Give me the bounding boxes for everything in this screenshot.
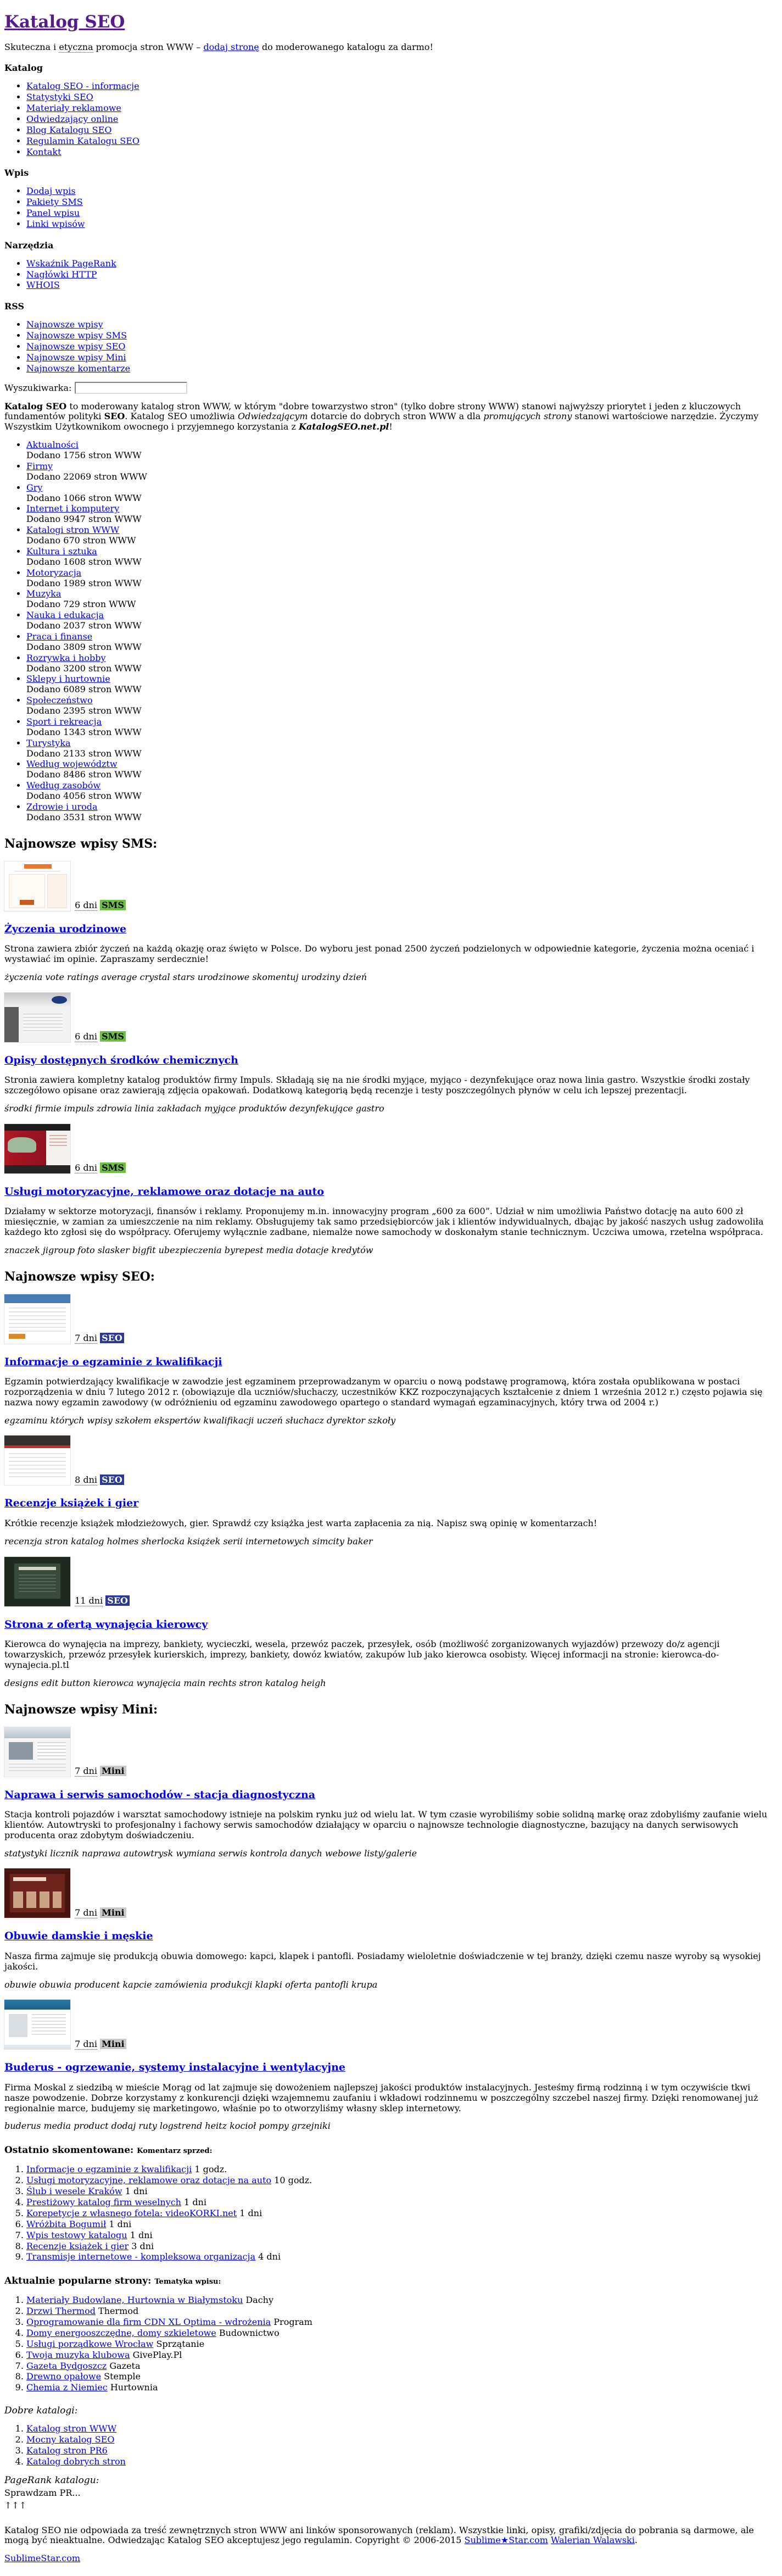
entry-mini-1 [4,1727,778,1859]
section-heading-seo: Najnowsze wpisy SEO: [4,1269,155,1284]
footer-site [4,2553,778,2564]
commented-age: 1 dni [184,2197,206,2208]
nav-section-wpis-heading: Wpis [4,168,29,179]
popular-item [26,2328,778,2339]
mini-badge: Mini [100,1907,126,1918]
entry-tags: obuwie obuwia producent kapcie zamówienia produkcji klapki oferta pantofli krupa [4,1979,378,1990]
about-text: dotarcie do dobrych stron WWW a dla [308,411,484,422]
popular-heading [4,2275,778,2286]
seo-badge: SEO [100,1475,124,1485]
zyczeniomania-website-thumbnail[interactable] [4,861,70,911]
etyczna-abbr: etyczna [59,41,93,52]
category-item [26,610,778,631]
popular-link[interactable]: Oprogramowanie dla firm CDN XL Optima - wdrożenia [26,2317,271,2328]
category-link[interactable]: Zdrowie i uroda [26,801,98,812]
category-link[interactable]: Nauka i edukacja [26,610,104,621]
entry-thumb-line [4,993,778,1042]
catalog-link[interactable]: Katalog dobrych stron [26,2456,126,2467]
category-item [26,696,778,716]
catalog-item [26,2435,778,2445]
entry-mini-2 [4,1868,778,1990]
commented-item [26,2208,778,2219]
popular-link[interactable]: Gazeta Bydgoszcz [26,2360,107,2371]
category-count: Dodano 3200 stron WWW [26,663,142,674]
footer-disclaimer [4,2525,778,2546]
entry-tags: egzaminu których wpisy szkołem ekspertów kwalifikacji uczeń słuchacz dyrektor szkoły [4,1415,396,1426]
popular-item [26,2317,778,2328]
popular-topic: GivePlay.Pl [132,2349,182,2360]
catalog-item [26,2424,778,2434]
entry-seo-2 [4,1436,778,1546]
popular-link[interactable]: Usługi porządkowe Wrocław [26,2338,154,2349]
commented-heading [4,2145,778,2156]
category-count: Dodano 9947 stron WWW [26,514,142,525]
nav-list-narzedzia [4,259,778,291]
entry-title-link[interactable]: Strona z ofertą wynajęcia kierowcy [4,1618,208,1631]
popular-topic: Hurtownia [110,2382,158,2393]
list-item [26,186,778,197]
popular-item [26,2295,778,2306]
nav-link[interactable]: Katalog SEO - informacje [26,81,139,92]
nav-link[interactable]: Nagłówki HTTP [26,269,97,280]
entry-title-link[interactable]: Naprawa i serwis samochodów - stacja diagnostyczna [4,1788,316,1801]
category-link[interactable]: Społeczeństwo [26,695,93,706]
popular-topic: Thermod [98,2306,139,2317]
category-link[interactable]: Kultura i sztuka [26,546,97,557]
entry-title [4,1356,778,1368]
kierowca-website-thumbnail[interactable] [4,1557,70,1606]
catalog-item [26,2457,778,2467]
commented-age: 1 dni [125,2186,148,2197]
entry-description: Kierowca do wynajęcia na imprezy, bankiety, wycieczki, wesela, przewóz paczek, przesyłek, osób (możliwość zorganizowanych wyjazdów) przewozy do/z agencji towarzyskich, przewóz przesyłek kurierskich, imprezy, bankiety, dowóz kwiatów, zakupów lub jako kierowca osobisty. Więcej informacji na stronie: kierowca-do-wynajecia.pl.tl [4,1639,720,1670]
about-text: ! [389,421,393,432]
popular-link[interactable]: Domy energooszczędne, domy szkieletowe [26,2327,216,2338]
pagerank-block [4,2475,778,2511]
category-link[interactable]: Muzyka [26,588,62,599]
popular-item [26,2372,778,2382]
commented-age: 1 dni [239,2207,262,2218]
commented-link[interactable]: Wpis testowy katalogu [26,2229,127,2240]
entry-description: Działamy w sektorze motoryzacji, finansów i reklamy. Proponujemy m.in. innowacyjny program „600 za 600”. Udział w nim umożliwia Państwo dotację na auto 600 zł miesięcznie, w zamian za umieszczenie na nim reklamy. Obsługujemy tak samo przedsiębiorców jak i klientów indywidualnych, dbając by jakość naszych usług zadowoliła każdego kto zgłosi się do współpracy. Oferujemy wyłącznie zadbane, niemalże nowe samochody w doskonałym stanie technicznym. Uczciwa umowa, rzetelna współpraca. [4,1206,764,1237]
add-site-link[interactable]: dodaj stronę [203,41,259,52]
popular-item [26,2383,778,2393]
list-item [26,270,778,280]
category-link[interactable]: Aktualności [26,439,79,450]
category-link[interactable]: Według województw [26,759,118,770]
list-item [26,353,778,363]
commented-item [26,2165,778,2175]
popular-link[interactable]: Drzwi Thermod [26,2306,96,2317]
commented-link[interactable]: Usługi motoryzacyjne, reklamowe oraz dotacje na auto [26,2175,272,2186]
category-count: Dodano 1343 stron WWW [26,726,142,737]
category-count: Dodano 2037 stron WWW [26,620,142,631]
footer-text: . [634,2535,638,2546]
category-count: Dodano 2395 stron WWW [26,705,142,716]
commented-item [26,2197,778,2208]
good-catalogs-heading: Dobre katalogi: [4,2405,78,2417]
commented-item [26,2186,778,2197]
entry-age: 7 dni [75,1332,98,1343]
entry-thumb-line [4,1294,778,1344]
nav-link[interactable]: Panel wpisu [26,208,80,219]
catalog-link[interactable]: Katalog stron PR6 [26,2445,108,2456]
entry-description: Egzamin potwierdzający kwalifikacje w zawodzie jest egzaminem przeprowadzanym w oparciu o nową podstawę programową, która została opublikowana w postaci rozporządzenia w dniu 7 lutego 2012 r. (obowiązuje dla uczniów/słuchaczy, uczestników KKZ rozpoczynających kształcenie z dniem 1 września 2012 r.) często pojawia się nazwa nowy egzamin zawodowy (w odróżnieniu od egzaminu zawodowego opartego o standard wymagań egzaminacyjnych, który trwa od 2004 r.) [4,1376,763,1407]
entry-title [4,2061,778,2073]
category-count: Dodano 3531 stron WWW [26,811,142,822]
intro-text: Skuteczna i [4,41,59,52]
popular-list [4,2295,778,2393]
list-item [26,147,778,158]
popular-link[interactable]: Chemia z Niemiec [26,2382,108,2393]
nav-link[interactable]: Blog Katalogu SEO [26,124,112,135]
category-link[interactable]: Motoryzacja [26,567,82,578]
commented-item [26,2241,778,2252]
commented-age: 3 dni [131,2240,154,2251]
commented-heading-text: Ostatnio skomentowane: [4,2145,134,2156]
section-heading-sms: Najnowsze wpisy SMS: [4,836,158,851]
entry-thumb-line [4,1436,778,1485]
list-item [26,125,778,136]
obuwie-website-thumbnail[interactable] [4,1868,70,1918]
buderus-website-thumbnail[interactable] [4,2000,70,2049]
popular-topic: Program [273,2317,312,2328]
list-item [26,197,778,208]
category-item [26,632,778,653]
popular-topic: Dachy [245,2295,274,2306]
nav-link[interactable]: Statystyki SEO [26,92,93,103]
nav-section-rss-heading: RSS [4,301,25,312]
commented-age: 4 dni [258,2251,281,2262]
entry-title-link[interactable]: Obuwie damskie i męskie [4,1930,153,1943]
category-count: Dodano 6089 stron WWW [26,684,142,695]
popular-heading-text: Aktualnie popularne strony: [4,2275,152,2287]
about-text: to moderowany katalog stron WWW, w którym "dobre towarzystwo stron" (tylko dobre strony WWW) stanowi najwyższy priorytet i jeden z kluczowych fundamentów polityki [4,400,741,422]
nav-link[interactable]: Najnowsze wpisy Mini [26,352,126,363]
about-paragraph [4,402,778,433]
category-count: Dodano 729 stron WWW [26,599,136,610]
popular-item [26,2306,778,2317]
category-count: Dodano 4056 stron WWW [26,791,142,802]
category-item [26,674,778,695]
popular-topic: Sprzątanie [156,2338,205,2349]
entry-age: 11 dni [75,1595,103,1606]
entry-title-link[interactable]: Usługi motoryzacyjne, reklamowe oraz dotacje na auto [4,1185,325,1198]
commented-item [26,2252,778,2262]
entry-age: 6 dni [75,1031,98,1042]
entry-description: Krótkie recenzje książek młodzieżowych, gier. Sprawdź czy książka jest warta zapłacenia za nią. Napisz swą opinię w komentarzach! [4,1517,597,1528]
commented-age: 1 dni [130,2229,153,2240]
nav-link[interactable]: WHOIS [26,280,60,291]
category-link[interactable]: Rozrywka i hobby [26,652,106,663]
commented-item [26,2219,778,2230]
intro-text: do moderowanego katalogu za darmo! [259,41,433,52]
egzamin-website-thumbnail[interactable] [4,1294,70,1344]
category-item [26,461,778,482]
entry-sms-2 [4,993,778,1114]
sublimestar-site-link[interactable]: SublimeStar.com [4,2553,81,2564]
pagerank-heading: PageRank katalogu: [4,2474,99,2486]
category-count: Dodano 1989 stron WWW [26,577,142,588]
entry-mini-3 [4,2000,778,2132]
list-item [26,280,778,291]
seo-badge: SEO [105,1595,130,1606]
entry-seo-1 [4,1294,778,1426]
entry-tags: środki firmie impuls zdrowia linia zakładach myjące produktów dezynfekujące gastro [4,1103,384,1114]
popular-topic: Budownictwo [219,2327,280,2338]
category-item [26,738,778,759]
entry-sms-3 [4,1124,778,1256]
good-catalogs-list [4,2424,778,2467]
nav-section-katalog-heading: Katalog [4,63,43,74]
footer [4,2525,778,2564]
category-item [26,504,778,525]
category-link[interactable]: Sklepy i hurtownie [26,674,110,685]
commented-age: 1 dni [109,2218,132,2229]
entry-seo-3 [4,1557,778,1689]
entry-sms-1 [4,861,778,983]
category-item [26,483,778,504]
category-item [26,653,778,674]
entry-tags: buderus media product dodaj ruty logstrend heitz kocioł pompy grzejniki [4,2121,331,2132]
about-text: stanowi wartościowe narzędzie. Życzymy Wszystkim Użytkownikom owocnego i przyjemnego korzystania z [4,411,759,432]
entry-title [4,1186,778,1198]
entry-description: Nasza firma zajmuje się produkcją obuwia domowego: kapci, klapek i pantofli. Posiadamy wieloletnie doświadczenie w tej branży, dzięki czemu nasze wyroby są wysokiej jakości. [4,1950,761,1972]
entry-title-link[interactable]: Opisy dostępnych środków chemicznych [4,1054,238,1066]
category-link[interactable]: Praca i finanse [26,631,93,642]
commented-age: 10 godz. [274,2175,312,2186]
commented-link[interactable]: Recenzje książek i gier [26,2240,129,2251]
sms-badge: SMS [100,1162,126,1173]
intro-text: promocja stron WWW – [93,41,204,52]
list-item [26,114,778,125]
popular-subheading: Tematyka wpisu: [154,2278,221,2286]
list-item [26,342,778,352]
list-item [26,136,778,147]
nav-link[interactable]: Regulamin Katalogu SEO [26,135,139,146]
entry-age: 8 dni [75,1474,98,1485]
page-title [4,12,778,32]
mini-badge: Mini [100,2039,126,2049]
entry-title [4,1054,778,1066]
list-item [26,81,778,92]
entry-tags: statystyki licznik naprawa autowtrysk wymiana serwis kontrola danych webowe listy/galerie [4,1848,417,1859]
commented-list [4,2165,778,2262]
category-item [26,802,778,823]
category-item [26,781,778,802]
sms-badge: SMS [100,900,126,910]
entry-description: Strona zawiera zbiór życzeń na każdą okazję oraz święto w Polsce. Do wyboru jest ponad 2500 życzeń podzielonych w odpowiednie kategorie, życzenia można oceniać i wystawiać im opinie. Zapraszamy serdecznie! [4,943,755,964]
nav-link[interactable]: Kontakt [26,146,62,157]
entry-age: 6 dni [75,899,98,910]
list-item [26,208,778,219]
entry-age: 7 dni [75,2038,98,2049]
commented-link[interactable]: Transmisje internetowe - kompleksowa organizacja [26,2251,256,2262]
entry-title-link[interactable]: Recenzje książek i gier [4,1497,139,1510]
mini-badge: Mini [100,1766,126,1776]
sublimestar-link[interactable]: Sublime★Star.com [464,2535,548,2546]
about-bold: Katalog SEO [4,400,67,411]
entry-title-link[interactable]: Informacje o egzaminie z kwalifikacji [4,1355,222,1368]
commented-item [26,2176,778,2186]
commented-link[interactable]: Ślub i wesele Kraków [26,2186,122,2197]
nav-list-wpis [4,186,778,230]
category-count: Dodano 1756 stron WWW [26,450,142,461]
catalog-link[interactable]: Katalog stron WWW [26,2423,117,2434]
auto-services-website-thumbnail[interactable] [4,1124,70,1173]
category-count: Dodano 1066 stron WWW [26,492,142,503]
entry-thumb-line [4,1124,778,1173]
category-count: Dodano 22069 stron WWW [26,471,147,482]
intro-line [4,42,778,53]
commented-link[interactable]: Korepetycje z własnego fotela: videoKORKI.net [26,2207,237,2218]
popular-link[interactable]: Materiały Budowlane, Hurtownia w Białymstoku [26,2295,243,2306]
popular-link[interactable]: Twoja muzyka klubowa [26,2349,130,2360]
popular-item [26,2339,778,2350]
about-bold: SEO [104,411,125,422]
category-link[interactable]: Według zasobów [26,780,101,791]
category-link[interactable]: Katalogi stron WWW [26,525,120,536]
seo-badge: SEO [100,1333,124,1343]
list-item [26,92,778,103]
category-item [26,589,778,610]
popular-topic: Stemple [104,2371,141,2382]
nav-section-narzedzia-heading: Narzędzia [4,240,54,251]
recenzje-website-thumbnail[interactable] [4,1436,70,1485]
category-count: Dodano 2133 stron WWW [26,748,142,759]
entry-title-link[interactable]: Życzenia urodzinowe [4,922,127,935]
list-item [26,331,778,341]
nav-link[interactable]: Linki wpisów [26,218,85,229]
pagerank-status: Sprawdzam PR... [4,2487,81,2498]
entry-age: 7 dni [75,1907,98,1918]
search-line [4,382,778,394]
catalog-link[interactable]: Mocny katalog SEO [26,2434,115,2445]
commented-subheading: Komentarz sprzed: [137,2147,213,2156]
entry-age: 6 dni [75,1162,98,1173]
catalog-item [26,2446,778,2456]
entry-thumb-line [4,861,778,911]
category-item [26,568,778,589]
nav-link[interactable]: Wskaźnik PageRank [26,258,116,269]
nav-link[interactable]: Najnowsze wpisy SMS [26,330,127,341]
commented-link[interactable]: Informacje o egzaminie z kwalifikacji [26,2164,192,2175]
entry-tags: designs edit button kierowca wynajęcia main rechts stron katalog heigh [4,1677,326,1688]
search-input[interactable] [75,382,187,394]
entry-description: Stronia zawiera kompletny katalog produktów firmy Impuls. Składają się na nie środki myjące, myjąco - dezynfekujące oraz nowa linia gastro. Wszystkie środki zostały szczegółowo opisane oraz zawierają zdjęcia opakowań. Dodatkową kategorią będą recenzje i testy poszczególnych płynów w celu ich lepszej prezentacji. [4,1075,750,1095]
category-link[interactable]: Firmy [26,460,53,471]
nav-link[interactable]: Pakiety SMS [26,197,83,208]
search-label: Wyszukiwarka: [4,382,72,393]
about-italic: Odwiedzającym [238,411,308,422]
footer-text: Katalog SEO nie odpowiada za treść zewnętrznych stron WWW ani linków sponsorowanych (reklam). Wszystkie linki, opisy, grafiki/zdjęcia do pobrania są darmowe, ale mogą być nieaktualne. Odwiedzając Katalog SEO akceptujesz jego regulamin. Copyright © 2006-2015 [4,2524,754,2546]
category-link[interactable]: Sport i rekreacja [26,716,102,727]
entry-title-link[interactable]: Buderus - ogrzewanie, systemy instalacyjne i wentylacyjne [4,2061,345,2074]
scroll-to-top-arrows[interactable]: ↑↑↑ [4,2500,27,2511]
nav-link[interactable]: Najnowsze wpisy SEO [26,341,126,352]
category-item [26,440,778,461]
about-text: . Katalog SEO umożliwia [125,411,238,422]
category-link[interactable]: Turystyka [26,737,71,748]
category-list [4,440,778,823]
category-link[interactable]: Internet i komputery [26,503,120,514]
commented-age: 1 godz. [194,2164,227,2175]
entry-thumb-line [4,1868,778,1918]
popular-topic: Gazeta [109,2360,141,2371]
nav-list-katalog [4,81,778,157]
entry-description: Stacja kontroli pojazdów i warsztat samochodowy istnieje na polskim rynku już od wielu lat. W tym czasie wyrobiliśmy sobie solidną markę oraz zdobyliśmy zaufanie wielu klientów. Autowtryski to profesjonalny i fachowy serwis samochodów działający w oparciu o najnowsze technologie diagnostyczne, bazujący na danych serwisowych producenta oraz zdobytym doświadczeniu. [4,1809,768,1840]
entry-title [4,1497,778,1509]
page-title-link[interactable]: Katalog SEO [4,12,125,32]
category-link[interactable]: Gry [26,482,43,493]
category-count: Dodano 670 stron WWW [26,535,136,546]
nav-link[interactable]: Odwiedzający online [26,113,119,124]
entry-title [4,1789,778,1801]
entry-tags: recenzja stron katalog holmes sherlocka książek serii internetowych simcity baker [4,1535,373,1546]
category-count: Dodano 8486 stron WWW [26,769,142,780]
sms-badge: SMS [100,1031,126,1042]
section-heading-mini: Najnowsze wpisy Mini: [4,1702,158,1717]
impuls-website-thumbnail[interactable] [4,993,70,1042]
list-item [26,364,778,374]
category-item [26,525,778,546]
autowtryski-website-thumbnail[interactable] [4,1727,70,1777]
list-item [26,219,778,230]
list-item [26,103,778,114]
nav-list-rss [4,320,778,374]
entry-title [4,1930,778,1942]
nav-link[interactable]: Najnowsze wpisy [26,319,103,330]
popular-link[interactable]: Drewno opałowe [26,2371,102,2382]
entry-thumb-line [4,1727,778,1777]
category-item [26,547,778,568]
nav-link[interactable]: Dodaj wpis [26,186,76,197]
entry-thumb-line [4,2000,778,2049]
entry-description: Firma Moskal z siedzibą w mieście Morąg od lat zajmuje się dowożeniem najlepszej jakości produktów instalacyjnych. Jesteśmy firmą rodzinną i w tym oczywiście tkwi nasze powodzenie. Dobrze korzystamy z konkurencji dzięki wzajemnemu zaufaniu i wkładowi rodzinnemu w poszczególny szczebel naszej firmy. Dzięki renomowanej już regionalnie marce, budujemy się marketingowo, właśnie po to otworzyliśmy własny sklep internetowy. [4,2082,758,2113]
author-link[interactable]: Walerian Walawski [551,2535,635,2546]
list-item [26,320,778,330]
category-count: Dodano 1608 stron WWW [26,556,142,567]
commented-link[interactable]: Prestiżowy katalog firm weselnych [26,2197,181,2208]
popular-item [26,2361,778,2372]
nav-link[interactable]: Materiały reklamowe [26,103,121,114]
entry-title [4,1618,778,1631]
entry-title [4,923,778,935]
entry-tags: znaczek jigroup foto slasker bigfit ubezpieczenia byrepest media dotacje kredytów [4,1244,373,1255]
about-bold-italic: KatalogSEO.net.pl [299,421,389,432]
category-item [26,717,778,738]
entry-thumb-line [4,1557,778,1606]
popular-item [26,2350,778,2361]
commented-link[interactable]: Wróżbita Bogumił [26,2218,107,2229]
category-item [26,759,778,780]
category-count: Dodano 3809 stron WWW [26,641,142,652]
list-item [26,259,778,269]
about-italic: promujących strony [483,411,572,422]
entry-tags: życzenia vote ratings average crystal stars urodzinowe skomentuj urodziny dzień [4,971,367,982]
entry-age: 7 dni [75,1765,98,1776]
commented-item [26,2230,778,2241]
nav-link[interactable]: Najnowsze komentarze [26,363,131,374]
